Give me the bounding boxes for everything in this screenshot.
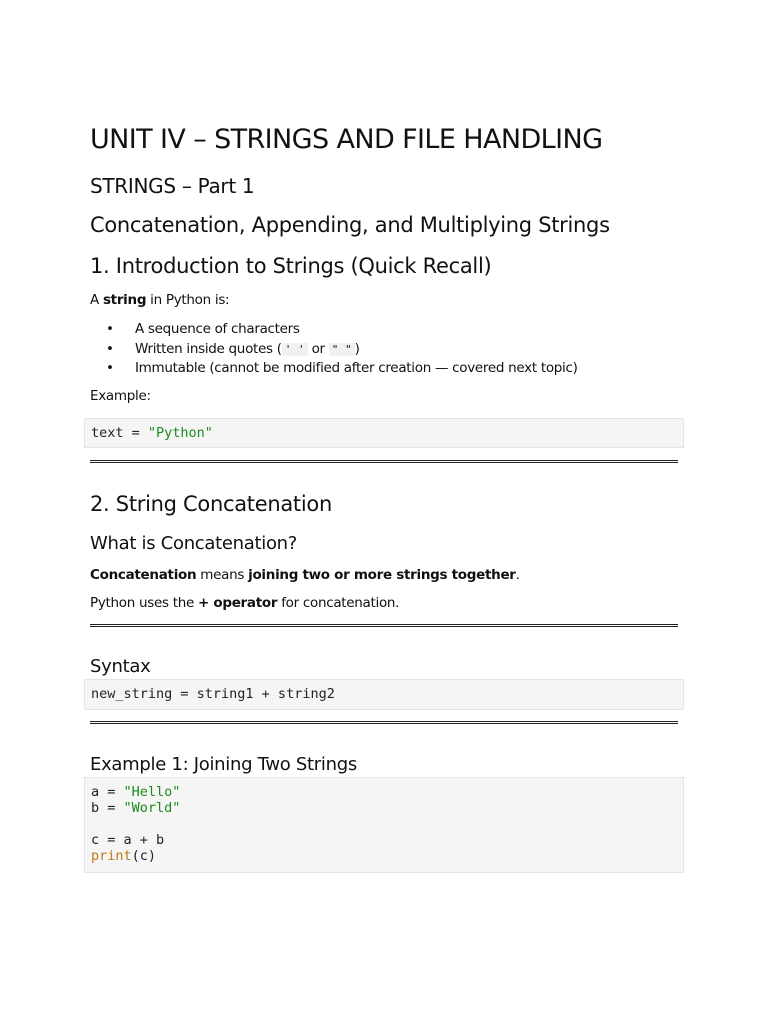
- item2-or: or: [307, 340, 329, 357]
- section1-intro: [90, 292, 229, 308]
- definition-bold-term: Concatenation: [90, 567, 197, 583]
- code-var: text =: [91, 425, 148, 441]
- horizontal-rule: [90, 460, 678, 463]
- code-line: c = a + b: [91, 832, 165, 848]
- list-item-text: Immutable (cannot be modified after creation — covered next topic): [135, 360, 578, 376]
- code-string: "Python": [147, 425, 213, 441]
- operator-suffix: for concatenation.: [277, 595, 400, 611]
- bullet-icon: •: [106, 321, 114, 337]
- page-title: UNIT IV – STRINGS AND FILE HANDLING: [90, 124, 603, 155]
- list-item-text: [135, 341, 360, 357]
- operator-bold: + operator: [197, 595, 278, 611]
- syntax-heading: Syntax: [90, 656, 151, 677]
- page-subtitle: STRINGS – Part 1: [90, 174, 255, 198]
- example1-heading: Example 1: Joining Two Strings: [90, 754, 357, 775]
- single-quote-code: ' ': [282, 343, 308, 356]
- definition-mid: means: [196, 567, 249, 583]
- horizontal-rule: [90, 624, 678, 627]
- bullet-icon: •: [106, 340, 114, 357]
- operator-prefix: Python uses the: [90, 595, 198, 611]
- intro-bold: string: [102, 292, 147, 308]
- example-label: Example:: [90, 388, 151, 404]
- operator-line: [90, 595, 399, 611]
- item2-suffix: ): [354, 340, 360, 357]
- item2-prefix: Written inside quotes (: [135, 340, 282, 357]
- code-block-example1: [84, 777, 684, 873]
- list-item-text: A sequence of characters: [135, 321, 300, 337]
- code-line: new_string = string1 + string2: [91, 686, 335, 702]
- double-quote-code: " ": [329, 343, 355, 356]
- code-line: [91, 800, 180, 816]
- code-function: print: [91, 848, 132, 864]
- bullet-icon: •: [106, 360, 114, 376]
- code-block-syntax: [84, 679, 684, 710]
- code-line: [91, 784, 180, 800]
- code-var: b =: [91, 800, 124, 816]
- code-line: [91, 848, 156, 864]
- definition-bold-meaning: joining two or more strings together: [248, 567, 516, 583]
- code-string: "World": [123, 800, 181, 816]
- section2-heading: 2. String Concatenation: [90, 492, 332, 516]
- code-block-example: [84, 418, 684, 448]
- code-line: [91, 425, 213, 441]
- definition-end: .: [515, 567, 520, 583]
- section2-subheading: What is Concatenation?: [90, 533, 298, 554]
- horizontal-rule: [90, 721, 678, 724]
- code-string: "Hello": [123, 784, 181, 800]
- intro-prefix: A: [90, 292, 103, 308]
- topic-heading: Concatenation, Appending, and Multiplying Strings: [90, 213, 610, 237]
- code-var: a =: [91, 784, 124, 800]
- code-args: (c): [131, 848, 157, 864]
- intro-suffix: in Python is:: [146, 292, 230, 308]
- section1-heading: 1. Introduction to Strings (Quick Recall): [90, 254, 492, 278]
- concatenation-definition: [90, 567, 520, 583]
